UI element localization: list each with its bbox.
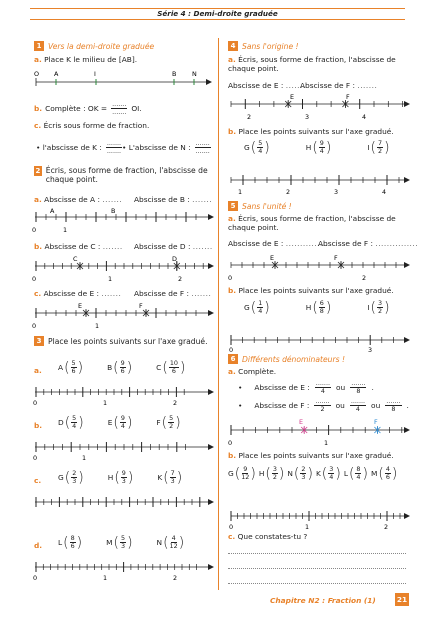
s5a-number-line [228, 253, 410, 283]
item-letter: c. [228, 532, 236, 541]
s5-question-a [228, 214, 408, 232]
svg-text:0: 0 [228, 439, 233, 446]
numerator: 5 [258, 139, 263, 147]
fraction [71, 415, 77, 430]
section-title: Différents dénominateurs ! [242, 354, 345, 364]
svg-text:4: 4 [382, 188, 387, 196]
point-i-coordinate: I ( $\frac{3}{2}$ ) [367, 299, 390, 316]
denominator: 4 [258, 147, 263, 155]
s1-number-line [32, 68, 212, 88]
answer-blank-fraction[interactable]: $\frac{.......}{.......}$ [112, 100, 127, 116]
item-letter: b. [34, 421, 43, 430]
svg-text:0: 0 [229, 523, 234, 531]
svg-text:4: 4 [362, 113, 367, 121]
question-text: Abscisse de B : [134, 195, 190, 204]
fraction [377, 140, 383, 155]
fraction [121, 470, 127, 485]
answer-blank-fraction[interactable]: $\frac{.......}{8}$ [386, 397, 401, 413]
point-name: I [367, 303, 370, 312]
fraction [355, 466, 361, 481]
point-name: H [258, 469, 265, 478]
s4-abscissa-f: Abscisse de F : ....... [300, 81, 378, 90]
answer-blank-fraction[interactable]: $\frac{.......}{8}$ [351, 379, 366, 395]
chapter-footer: Chapitre N2 : Fraction (1) [270, 596, 376, 605]
denominator: 8 [319, 307, 324, 315]
s2b-number-line [32, 254, 214, 284]
s4-points-list [244, 140, 396, 155]
s2-question-b2: Abscisse de D : ....... [134, 242, 213, 251]
svg-text:0: 0 [32, 322, 37, 330]
fraction [120, 360, 126, 375]
denominator: 4 [120, 422, 125, 430]
s6-line-f: • Abscisse de F : $\frac{.......}{2}$ ou $\frac{.......}{4}$ ou $\frac{.......}{8}$ . [238, 397, 409, 413]
axis-tick-label: 2 [173, 399, 178, 407]
denominator: 4 [72, 422, 77, 430]
numerator: 5 [169, 414, 174, 422]
svg-text:0: 0 [228, 274, 233, 282]
question-text: Abscisse de F : [300, 81, 355, 90]
point-e-coordinate: E ( $\frac{9}{4}$ ) [107, 414, 133, 431]
svg-text:F: F [139, 302, 143, 310]
svg-text:B: B [111, 207, 116, 215]
answer-blank-fraction[interactable]: $\frac{.......}{4}$ [315, 379, 331, 395]
question-text: Abscisse de A : [44, 195, 100, 204]
point-name: C [156, 363, 162, 372]
question-text: Place les points suivants sur l'axe gradué. [238, 127, 394, 136]
s1-abscissa-n [122, 140, 212, 155]
point-g-coordinate: G ( $\frac{5}{4}$ ) [244, 139, 270, 156]
numerator: 9 [120, 359, 125, 367]
point-b-coordinate: B ( $\frac{9}{6}$ ) [107, 359, 133, 376]
numerator: 4 [171, 534, 176, 542]
s4-abscissa-e: Abscisse de E : ....... [228, 81, 306, 90]
denominator: 3 [72, 477, 77, 485]
denominator: 4 [258, 307, 263, 315]
denominator: 2 [377, 307, 383, 315]
question-text: Abscisse de F : [134, 289, 189, 298]
section-number: 4 [228, 41, 238, 51]
numerator: 3 [377, 299, 383, 307]
column-divider [218, 38, 219, 590]
question-text: Abscisse de E : [43, 289, 99, 298]
svg-text:C: C [73, 255, 78, 263]
fraction [170, 535, 178, 550]
svg-text:1: 1 [305, 523, 310, 531]
point-label-i: I [94, 70, 96, 78]
point-n-coordinate: N ( $\frac{2}{3}$ ) [287, 465, 313, 482]
fraction [71, 470, 77, 485]
svg-text:2: 2 [286, 188, 291, 196]
s6b-number-line [228, 506, 410, 532]
svg-text:F: F [346, 93, 350, 101]
fraction [272, 466, 278, 481]
s6-points-list [228, 466, 400, 481]
point-name: H [107, 473, 114, 482]
numerator: 2 [301, 465, 306, 473]
denominator: 6 [385, 473, 390, 481]
s6-question-a [228, 367, 276, 376]
point-k-coordinate: K ( $\frac{7}{3}$ ) [157, 469, 183, 486]
question-text: Abscisse de D : [134, 242, 191, 251]
svg-text:1: 1 [63, 226, 68, 234]
svg-text:3: 3 [334, 188, 339, 196]
s2-question-b: b. Abscisse de C : ....... [34, 242, 123, 251]
answer-blank-fraction[interactable]: $\frac{.......}{.......}$ [195, 139, 210, 155]
s1-question-a [34, 55, 137, 64]
question-text: • L'abscisse de N : [122, 143, 191, 152]
section-title: Place les points suivants sur l'axe gradué. [48, 336, 208, 346]
point-name: G [244, 303, 250, 312]
denominator: 2 [272, 473, 277, 481]
point-a-coordinate: A ( $\frac{5}{6}$ ) [58, 359, 84, 376]
section-number: 3 [34, 336, 44, 346]
section-title: Vers la demi-droite graduée [48, 41, 155, 51]
s4-question-a [228, 55, 408, 73]
point-g-coordinate: G ( $\frac{1}{4}$ ) [244, 299, 270, 316]
svg-text:A: A [50, 207, 55, 215]
s6a-number-line [228, 416, 410, 446]
question-text: Complète : OK = [45, 104, 108, 113]
fraction [241, 466, 249, 481]
point-label-b: B [172, 70, 177, 78]
numerator: 8 [70, 534, 75, 542]
s5-points-list [244, 300, 396, 315]
section-number: 2 [35, 167, 41, 175]
denominator: 3 [121, 542, 126, 550]
question-text: Abscisse de F : [254, 401, 310, 410]
page-number: 21 [396, 595, 408, 604]
fraction [328, 466, 334, 481]
numerator: 9 [243, 465, 248, 473]
question-text: Que constates-tu ? [237, 532, 308, 541]
numerator: 7 [377, 139, 383, 147]
fraction [385, 466, 391, 481]
svg-text:E: E [270, 254, 275, 262]
point-d-coordinate: D ( $\frac{5}{4}$ ) [58, 414, 84, 431]
question-text: Place les points suivants sur l'axe gradué. [238, 451, 394, 460]
numerator: 5 [72, 414, 77, 422]
answer-line[interactable] [228, 568, 406, 569]
section-5-heading [228, 201, 292, 211]
denominator: 4 [356, 473, 361, 481]
svg-text:D: D [172, 255, 177, 263]
fraction [71, 360, 77, 375]
svg-text:2: 2 [384, 523, 389, 531]
question-text: Abscisse de F : [318, 239, 373, 248]
question-text: Écris, sous forme de fraction, l'abscisse de chaque point. [228, 214, 396, 232]
svg-text:1: 1 [324, 439, 329, 446]
section-number: 5 [228, 201, 238, 211]
question-text: Écris sous forme de fraction. [43, 121, 150, 130]
numerator: 5 [121, 534, 126, 542]
point-m-coordinate: M ( $\frac{5}{3}$ ) [106, 534, 133, 551]
numerator: 3 [272, 465, 277, 473]
section-1-heading [34, 41, 154, 51]
svg-text:1: 1 [95, 322, 100, 330]
s2-question-c: c. Abscisse de E : ....... [34, 289, 122, 298]
s3-number-line [32, 437, 214, 463]
s2-question-a: a. Abscisse de A : ....... [34, 195, 123, 204]
point-name: E [107, 418, 113, 427]
point-label-a: A [54, 70, 59, 78]
point-g-coordinate: G ( $\frac{2}{3}$ ) [58, 469, 84, 486]
point-name: N [287, 469, 293, 478]
item-letter: b. [34, 104, 43, 113]
item-letter: a. [228, 367, 236, 376]
point-name: K [157, 473, 163, 482]
question-text: Abscisse de C : [44, 242, 101, 251]
fraction [120, 415, 126, 430]
axis-tick-label: 1 [103, 399, 108, 407]
svg-text:2: 2 [178, 275, 183, 283]
svg-text:E: E [78, 302, 83, 310]
fraction [319, 300, 325, 315]
s3-points-row [58, 415, 187, 430]
item-letter: d. [34, 541, 43, 550]
svg-text:1: 1 [238, 188, 243, 196]
axis-tick-label: 1 [82, 454, 87, 462]
numerator: 9 [121, 469, 126, 477]
section-number: 6 [228, 354, 238, 364]
section-title: Écris, sous forme de fraction, l'abscisse de chaque point. [45, 166, 208, 184]
numerator: 10 [169, 359, 178, 367]
s4-question-b [228, 127, 394, 136]
or-text: ou [336, 383, 346, 392]
denominator: 4 [329, 473, 334, 481]
answer-line[interactable] [228, 553, 406, 554]
s5-abscissa-e: Abscisse de E : ............... [228, 239, 329, 248]
svg-text:F: F [374, 418, 378, 426]
or-text: ou [371, 401, 381, 410]
s6-question-b [228, 451, 394, 460]
fraction [70, 535, 76, 550]
point-name: K [315, 469, 321, 478]
section-4-heading [228, 41, 299, 51]
answer-blank-fraction[interactable]: $\frac{.......}{4}$ [350, 397, 366, 413]
denominator: 6 [70, 542, 75, 550]
question-text: Abscisse de E : [228, 81, 284, 90]
question-text: Abscisse de E : [228, 239, 284, 248]
svg-text:0: 0 [229, 346, 234, 354]
numerator: 3 [329, 465, 334, 473]
section-title: Sans l'origine ! [242, 41, 299, 51]
denominator: 3 [121, 477, 126, 485]
or-text: ou [335, 401, 345, 410]
fraction [170, 470, 176, 485]
svg-text:E: E [299, 418, 304, 426]
fraction [168, 415, 174, 430]
question-text-end: OI. [131, 104, 142, 113]
numerator: 9 [120, 414, 125, 422]
point-name: D [58, 418, 64, 427]
point-n-coordinate: N ( $\frac{4}{12}$ ) [156, 534, 185, 551]
point-name: L [343, 469, 348, 478]
svg-text:2: 2 [362, 274, 367, 282]
svg-text:F: F [334, 254, 338, 262]
s2c-number-line [32, 301, 214, 331]
numerator: 5 [71, 359, 76, 367]
item-letter: a. [34, 55, 42, 64]
denominator: 2 [169, 422, 174, 430]
numerator: 1 [258, 299, 263, 307]
svg-text:3: 3 [368, 346, 373, 354]
question-text: Abscisse de E : [254, 383, 310, 392]
denominator: 6 [120, 367, 125, 375]
s6-line-e: • Abscisse de E : $\frac{.......}{4}$ ou $\frac{.......}{8}$ . [238, 379, 374, 395]
point-i-coordinate: I ( $\frac{7}{2}$ ) [367, 139, 390, 156]
point-name: M [370, 469, 378, 478]
s5b-number-line [228, 328, 410, 354]
answer-blank-fraction[interactable]: $\frac{.......}{2}$ [315, 397, 330, 413]
point-name: G [228, 469, 234, 478]
axis-tick-label: 1 [103, 574, 108, 582]
denominator: 6 [71, 367, 76, 375]
question-text: Écris, sous forme de fraction, l'abscisse de chaque point. [228, 55, 396, 73]
s5-question-b [228, 286, 394, 295]
axis-tick-label: 2 [173, 574, 178, 582]
numerator: 7 [170, 469, 175, 477]
item-letter: b. [228, 451, 237, 460]
point-f-coordinate: F ( $\frac{5}{2}$ ) [156, 414, 181, 431]
s3-points-row [58, 360, 191, 375]
point-name: G [244, 143, 250, 152]
denominator: 3 [301, 473, 306, 481]
point-h-coordinate: H ( $\frac{9}{4}$ ) [305, 139, 332, 156]
s6-question-c [228, 532, 307, 541]
question-text: Place les points suivants sur l'axe gradué. [238, 286, 394, 295]
question-text: Place K le milieu de [AB]. [44, 55, 138, 64]
point-name: H [305, 303, 312, 312]
series-title: Série 4 : Demi-droite graduée [30, 8, 405, 20]
s1-abscissa-k [36, 140, 123, 155]
section-number: 1 [34, 41, 44, 51]
point-l-coordinate: L ( $\frac{8}{6}$ ) [58, 534, 83, 551]
svg-text:0: 0 [32, 226, 37, 234]
point-k-coordinate: K ( $\frac{3}{4}$ ) [315, 465, 341, 482]
denominator: 4 [319, 147, 324, 155]
item-letter: a. [34, 366, 42, 375]
point-name: H [305, 143, 312, 152]
point-h-coordinate: H ( $\frac{9}{3}$ ) [107, 469, 134, 486]
fraction [300, 466, 306, 481]
axis-tick-label: 0 [33, 454, 38, 462]
point-name: F [156, 418, 161, 427]
item-letter: c. [34, 289, 42, 298]
denominator: 12 [241, 473, 250, 481]
s1-question-b [34, 101, 142, 116]
section-3-heading [34, 336, 208, 346]
s3-points-row [58, 535, 190, 550]
point-h-coordinate: H ( $\frac{6}{8}$ ) [305, 299, 332, 316]
item-letter: a. [228, 214, 236, 223]
s1-question-c [34, 121, 149, 130]
s4b-number-line [228, 168, 410, 196]
question-text: Complète. [238, 367, 277, 376]
fraction [319, 140, 325, 155]
svg-text:1: 1 [108, 275, 113, 283]
numerator: 4 [385, 465, 390, 473]
point-name: A [58, 363, 64, 372]
item-letter: b. [34, 242, 43, 251]
s2-question-a2: Abscisse de B : ....... [134, 195, 213, 204]
item-letter: b. [228, 127, 237, 136]
numerator: 9 [319, 139, 324, 147]
item-letter: a. [34, 195, 42, 204]
numerator: 6 [319, 299, 324, 307]
item-letter: b. [228, 286, 237, 295]
s5-abscissa-f: Abscisse de F : ............... [318, 239, 419, 248]
point-h-coordinate: H ( $\frac{3}{2}$ ) [258, 465, 285, 482]
svg-text:E: E [290, 93, 295, 101]
denominator: 3 [170, 477, 175, 485]
s2a-number-line [32, 205, 214, 235]
denominator: 2 [377, 147, 383, 155]
axis-tick-label: 0 [33, 574, 38, 582]
item-letter: c. [34, 121, 42, 130]
s3-number-line [32, 492, 214, 518]
svg-text:3: 3 [305, 113, 310, 121]
denominator: 12 [169, 542, 178, 550]
fraction [377, 300, 383, 315]
point-g-coordinate: G ( $\frac{9}{12}$ ) [228, 465, 256, 482]
svg-text:2: 2 [247, 113, 252, 121]
s3-number-line [32, 557, 214, 583]
point-label-n: N [192, 70, 197, 78]
s4a-number-line [228, 92, 410, 122]
numerator: 2 [72, 469, 77, 477]
point-label-o: O [34, 70, 40, 78]
point-name: G [58, 473, 64, 482]
fraction [120, 535, 126, 550]
point-name: B [107, 363, 113, 372]
point-m-coordinate: M ( $\frac{4}{6}$ ) [370, 465, 398, 482]
item-letter: c. [34, 476, 42, 485]
denominator: 6 [171, 367, 176, 375]
s2-question-c2: Abscisse de F : ....... [134, 289, 212, 298]
point-l-coordinate: L ( $\frac{8}{4}$ ) [343, 465, 368, 482]
fraction [257, 300, 263, 315]
numerator: 8 [356, 465, 361, 473]
s3-number-line [32, 382, 214, 408]
question-text: • l'abscisse de K : [36, 143, 102, 152]
section-2-heading [34, 166, 214, 184]
axis-tick-label: 0 [33, 399, 38, 407]
section-6-heading [228, 354, 345, 364]
point-name: I [367, 143, 370, 152]
point-name: N [156, 538, 163, 547]
point-name: L [58, 538, 63, 547]
section-title: Sans l'unité ! [242, 201, 292, 211]
svg-text:0: 0 [32, 275, 37, 283]
point-c-coordinate: C ( $\frac{10}{6}$ ) [156, 359, 186, 376]
fraction [169, 360, 179, 375]
answer-line[interactable] [228, 583, 406, 584]
item-letter: a. [228, 55, 236, 64]
s3-points-row [58, 470, 188, 485]
point-name: M [106, 538, 113, 547]
answer-blank-fraction[interactable]: $\frac{.......}{.......}$ [106, 139, 122, 155]
fraction [257, 140, 263, 155]
